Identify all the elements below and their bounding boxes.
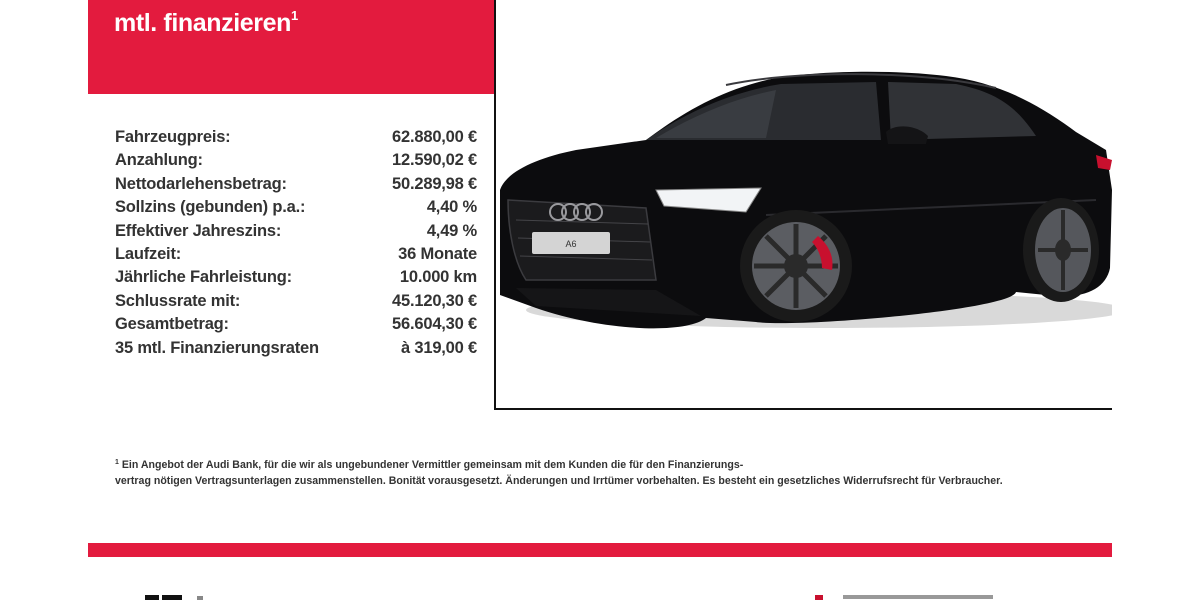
offer-title-footnote-marker: 1 — [290, 8, 298, 23]
license-plate-text: A6 — [565, 239, 577, 249]
finance-row — [115, 339, 477, 362]
finance-row-label: Schlussrate mit: — [115, 291, 241, 310]
windshield-reflection — [656, 90, 776, 138]
cropped-partner-logo — [815, 594, 995, 600]
footnote — [115, 455, 1095, 489]
finance-row-label: Gesamtbetrag: — [115, 315, 229, 334]
finance-row — [115, 292, 477, 315]
finance-row-value: à 319,00 € — [401, 338, 477, 357]
car-illustration — [496, 40, 1112, 380]
finance-row-value: 12.590,02 € — [392, 151, 477, 170]
offer-header — [88, 0, 494, 94]
footer-accent-bar — [88, 543, 1112, 557]
footnote-line-1 — [115, 455, 1095, 474]
finance-row-value: 45.120,30 € — [392, 291, 477, 310]
front-wheel — [740, 210, 852, 322]
finance-row — [115, 128, 477, 151]
offer-title — [114, 9, 298, 37]
footnote-line-1-text: Ein Angebot der Audi Bank, für die wir als ungebundener Vermittler gemeinsam mit dem Kunden die für den Finanzierungs- — [121, 459, 744, 471]
finance-row-value: 10.000 km — [399, 268, 477, 287]
finance-row — [115, 175, 477, 198]
finance-row-label: Sollzins (gebunden) p.a.: — [115, 198, 306, 217]
finance-row-value: 62.880,00 € — [392, 128, 477, 146]
finance-row-label: 35 mtl. Finanzierungsraten — [115, 338, 319, 357]
footnote-line-2: vertrag nötigen Vertragsunterlagen zusammenstellen. Bonität vorausgesetzt. Änderungen und Irrtümer vorbehalten. Es besteht ein gesetzliches Widerrufsrecht für Verbraucher. — [115, 474, 1003, 487]
cropped-dealer-logo — [145, 595, 205, 600]
finance-row — [115, 315, 477, 338]
finance-row — [115, 222, 477, 245]
finance-row-label: Laufzeit: — [115, 244, 182, 263]
finance-row-label: Anzahlung: — [115, 151, 203, 170]
finance-row-label: Nettodarlehensbetrag: — [115, 174, 287, 193]
finance-row-value: 56.604,30 € — [392, 315, 477, 334]
finance-row-value: 36 Monate — [398, 244, 477, 263]
offer-title-text: mtl. finanzieren — [114, 9, 291, 37]
car-image — [496, 40, 1112, 380]
image-frame-bottom-border — [494, 408, 1112, 410]
finance-table — [115, 128, 477, 362]
finance-row — [115, 245, 477, 268]
finance-row-value: 4,40 % — [426, 198, 477, 217]
rear-wheel — [1023, 198, 1099, 302]
finance-row-value: 50.289,98 € — [392, 174, 477, 193]
finance-row — [115, 198, 477, 221]
finance-row — [115, 151, 477, 174]
footnote-marker: 1 — [115, 459, 119, 466]
finance-row-value: 4,49 % — [426, 221, 477, 240]
finance-row — [115, 268, 477, 291]
finance-row-label: Fahrzeugpreis: — [115, 128, 231, 146]
finance-row-label: Jährliche Fahrleistung: — [115, 268, 292, 287]
finance-row-label: Effektiver Jahreszins: — [115, 221, 282, 240]
